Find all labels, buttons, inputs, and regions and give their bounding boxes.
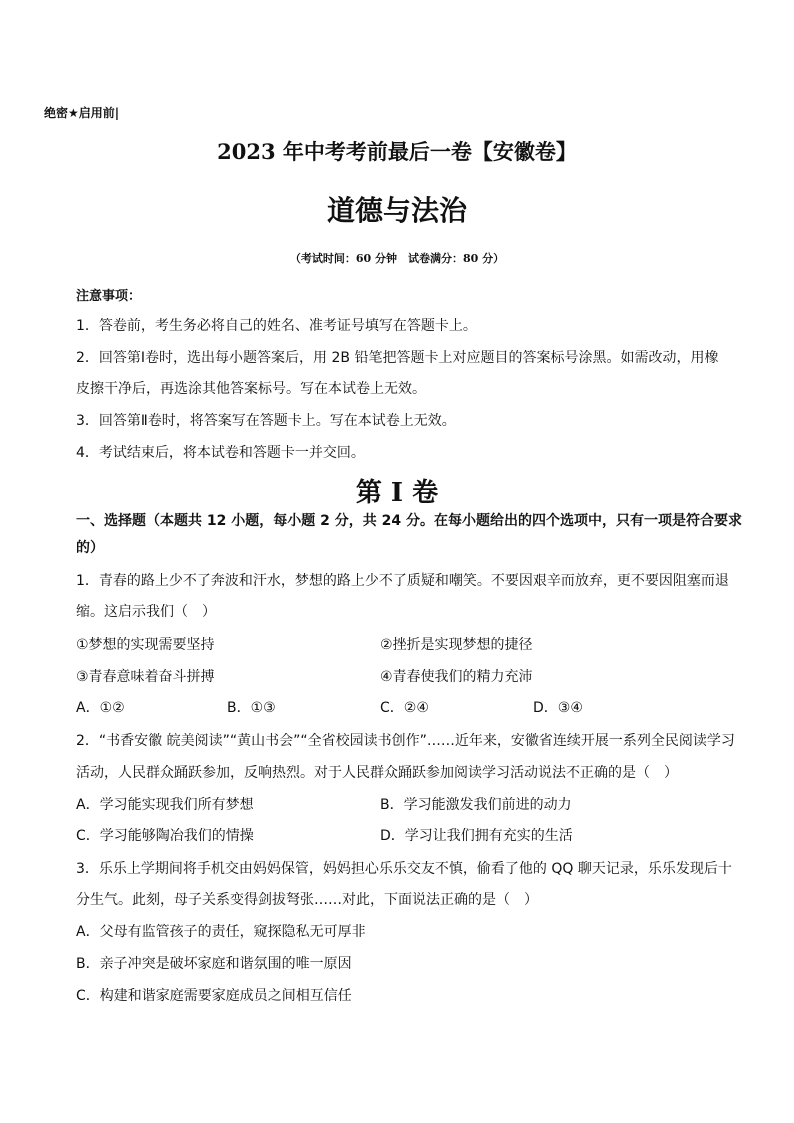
notice-heading: 注意事项： <box>76 289 142 304</box>
q1-statement-4: ④青春使我们的精力充沛 <box>380 669 533 685</box>
q3-stem-cont: 分生气。此刻，母子关系变得剑拔弩张……对此，下面说法正确的是（ ） <box>76 892 538 908</box>
q2-stem-cont: 活动，人民群众踊跃参加，反响热烈。对于人民群众踊跃参加阅读学习活动说法不正确的是（ ） <box>76 765 678 781</box>
subject-title: 道德与法治 <box>326 194 467 227</box>
part1-instructions: 一、选择题（本题共 12 小题，每小题 2 分，共 24 分。在每小题给出的四个选项中，只有一项是符合要求 <box>76 513 742 529</box>
q2-option-b: B．学习能激发我们前进的动力 <box>380 797 572 813</box>
q1-statement-1: ①梦想的实现需要坚持 <box>76 637 215 653</box>
notice-item: 1．答卷前，考生务必将自己的姓名、准考证号填写在答题卡上。 <box>76 318 477 334</box>
q1-statement-3: ③青春意味着奋斗拼搏 <box>76 669 215 685</box>
notice-item: 4．考试结束后，将本试卷和答题卡一并交回。 <box>76 445 365 461</box>
q1-statement-2: ②挫折是实现梦想的捷径 <box>380 637 533 653</box>
exam-info: （考试时间：60 分钟 试卷满分：80 分） <box>289 252 505 265</box>
q3-stem: 3．乐乐上学期间将手机交由妈妈保管，妈妈担心乐乐交友不慎，偷看了他的 QQ 聊天记录，乐乐发现后十 <box>76 861 732 877</box>
part1-instructions-cont: 的） <box>76 540 104 556</box>
q1-stem-cont: 缩。这启示我们（ ） <box>76 604 216 620</box>
q1-stem: 1．青春的路上少不了奔波和汗水，梦想的路上少不了质疑和嘲笑。不要因艰辛而放弃，更不要因阻塞而退 <box>76 573 729 589</box>
q3-option-c: C．构建和谐家庭需要家庭成员之间相互信任 <box>76 988 352 1004</box>
q3-option-a: A．父母有监管孩子的责任，窥探隐私无可厚非 <box>76 924 366 940</box>
notice-item-cont: 皮擦干净后，再选涂其他答案标号。写在本试卷上无效。 <box>76 381 426 397</box>
q2-option-a: A．学习能实现我们所有梦想 <box>76 797 254 813</box>
q3-option-b: B．亲子冲突是破坏家庭和谐氛围的唯一原因 <box>76 956 352 972</box>
q1-option-d: D．③④ <box>533 700 583 716</box>
q2-stem: 2．“书香安徽 皖美阅读”“黄山书会”“全省校园读书创作”……近年来，安徽省连续开展一系列全民阅读学习 <box>76 733 735 749</box>
q1-option-a: A．①② <box>76 700 125 716</box>
notice-item: 3．回答第Ⅱ卷时，将答案写在答题卡上。写在本试卷上无效。 <box>76 413 456 429</box>
confidential-label: 绝密★启用前| <box>44 106 120 120</box>
exam-title: 2023 年中考考前最后一卷【安徽卷】 <box>217 139 577 164</box>
notice-item: 2．回答第Ⅰ卷时，选出每小题答案后，用 2B 铅笔把答题卡上对应题目的答案标号涂黑。如需改动，用橡 <box>76 350 719 366</box>
q1-option-c: C．②④ <box>380 700 429 716</box>
q2-option-d: D．学习让我们拥有充实的生活 <box>380 828 573 844</box>
q1-option-b: B．①③ <box>227 700 276 716</box>
q2-option-c: C．学习能够陶冶我们的情操 <box>76 828 254 844</box>
section-title: 第 I 卷 <box>355 478 439 508</box>
